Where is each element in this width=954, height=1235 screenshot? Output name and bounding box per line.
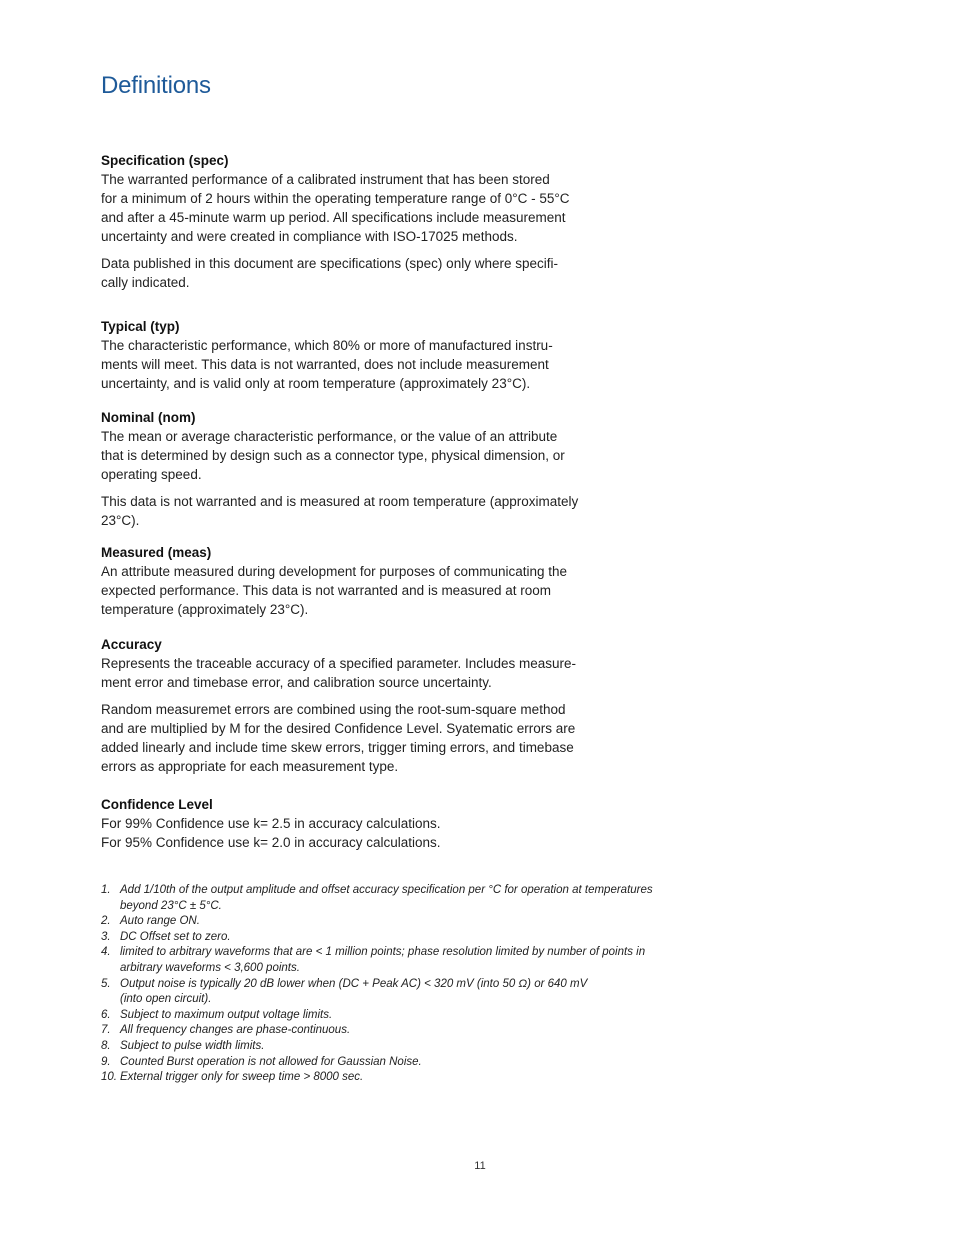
page-number: 11 bbox=[474, 1160, 486, 1172]
definition-paragraph: The characteristic performance, which 80% or more of manufactured instru- ments will meet. This data is not warranted, does not include measurement uncertainty, and is valid only at room temperature (approximately 23°C). bbox=[101, 338, 553, 391]
definition-paragraph: An attribute measured during development for purposes of communicating the expected performance. This data is not warranted and is measured at room temperature (approximately 23°C). bbox=[101, 564, 568, 617]
term-heading: Accuracy bbox=[101, 637, 162, 652]
definition-nominal bbox=[101, 408, 601, 530]
definition-paragraph: The mean or average characteristic performance, or the value of an attribute that is determined by design such as a connector type, physical dimension, or operating speed. bbox=[101, 429, 565, 482]
footnote-item bbox=[101, 977, 721, 1008]
footnote-text: Counted Burst operation is not allowed for Gaussian Noise. bbox=[120, 1055, 422, 1068]
definition-confidence-level bbox=[101, 795, 601, 852]
footnote-number: 7. bbox=[101, 1024, 111, 1037]
term-heading: Specification (spec) bbox=[101, 153, 229, 168]
definition-paragraph: For 99% Confidence use k= 2.5 in accuracy calculations. For 95% Confidence use k= 2.0 in accuracy calculations. bbox=[101, 816, 441, 850]
footnote-number: 8. bbox=[101, 1039, 111, 1052]
footnote-text: Output noise is typically 20 dB lower when (DC + Peak AC) < 320 mV (into 50 Ω) or 640 mV (into open circuit). bbox=[120, 977, 588, 1006]
footnotes-list bbox=[101, 883, 721, 1086]
footnote-text: Add 1/10th of the output amplitude and offset accuracy specification per °C for operation at temperatures beyond 23°C ± 5°C. bbox=[120, 884, 653, 912]
footnote-number: 2. bbox=[101, 915, 111, 928]
definition-paragraph: Data published in this document are specifications (spec) only where specifi- cally indicated. bbox=[101, 256, 558, 290]
footnote-number: 6. bbox=[101, 1008, 111, 1021]
footnote-item bbox=[101, 883, 721, 914]
footnote-text: External trigger only for sweep time > 8000 sec. bbox=[120, 1071, 364, 1084]
footnote-number: 1. bbox=[101, 884, 111, 896]
footnote-text: Subject to maximum output voltage limits. bbox=[120, 1008, 333, 1021]
term-heading: Measured (meas) bbox=[101, 545, 212, 560]
footnote-item bbox=[101, 1023, 721, 1039]
footnote-number: 5. bbox=[101, 977, 111, 990]
page-title: Definitions bbox=[101, 72, 211, 99]
footnote-item bbox=[101, 1039, 721, 1055]
footnote-text: All frequency changes are phase-continuous. bbox=[120, 1024, 351, 1037]
footnote-text: DC Offset set to zero. bbox=[120, 930, 231, 943]
footnote-text: limited to arbitrary waveforms that are < 1 million points; phase resolution limited by number of points in arbitrary waveforms < 3,600 points. bbox=[120, 946, 646, 974]
footnote-item bbox=[101, 1008, 721, 1024]
term-heading: Confidence Level bbox=[101, 797, 213, 812]
definition-accuracy bbox=[101, 635, 601, 776]
footnote-text: Auto range ON. bbox=[120, 915, 200, 928]
footnote-text: Subject to pulse width limits. bbox=[120, 1039, 265, 1052]
footnote-item bbox=[101, 914, 721, 930]
footnote-item bbox=[101, 1070, 721, 1086]
footnote-number: 4. bbox=[101, 946, 111, 959]
definition-paragraph: This data is not warranted and is measured at room temperature (approximately 23°C). bbox=[101, 494, 579, 528]
definition-specification bbox=[101, 151, 601, 292]
footnote-item bbox=[101, 1055, 721, 1071]
definition-paragraph: The warranted performance of a calibrated instrument that has been stored for a minimum of 2 hours within the operating temperature range of 0°C - 55°C and after a 45-minute warm up period. All specifications include measurement uncertainty and were created in compliance with ISO-17025 methods. bbox=[101, 172, 570, 244]
definition-paragraph: Random measuremet errors are combined using the root-sum-square method and are multiplied by M for the desired Confidence Level. Syatematic errors are added linearly and include time skew errors, trigger timing errors, and timebase errors as appropriate for each measurement type. bbox=[101, 702, 576, 774]
footnote-item bbox=[101, 945, 721, 976]
footnote-number: 10. bbox=[101, 1071, 117, 1084]
definition-typical bbox=[101, 317, 601, 393]
footnote-number: 3. bbox=[101, 930, 111, 943]
definition-measured bbox=[101, 543, 601, 619]
term-heading: Nominal (nom) bbox=[101, 410, 196, 425]
definition-paragraph: Represents the traceable accuracy of a specified parameter. Includes measure- ment error and timebase error, and calibration source uncertainty. bbox=[101, 656, 576, 690]
footnote-number: 9. bbox=[101, 1055, 111, 1068]
term-heading: Typical (typ) bbox=[101, 319, 180, 334]
footnote-item bbox=[101, 930, 721, 946]
